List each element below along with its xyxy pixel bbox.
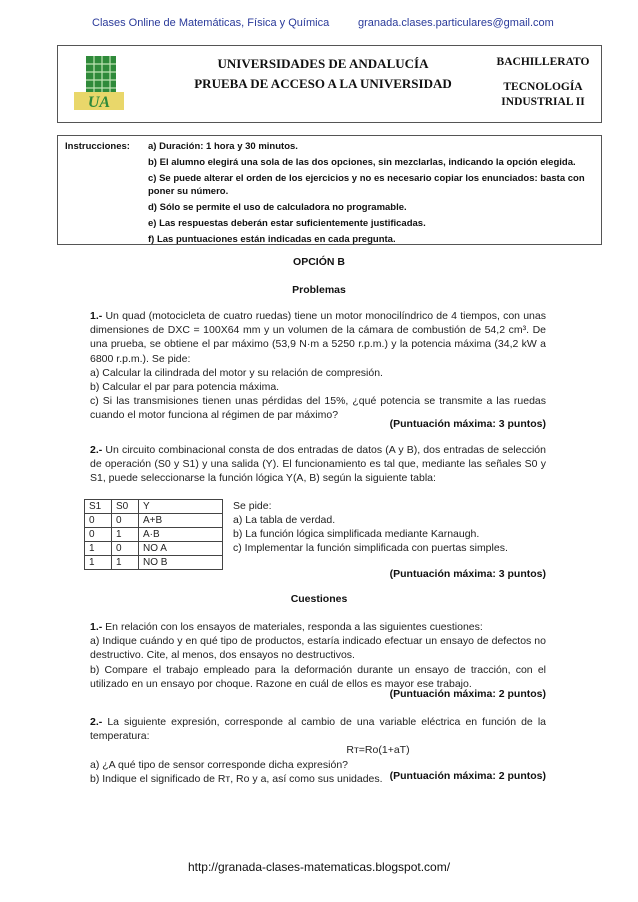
instruction-item: d) Sólo se permite el uso de calculadora no programable. [148, 202, 407, 213]
header-subject-1: TECNOLOGÍA [503, 81, 583, 93]
table-row: S1 S0 Y [85, 500, 223, 514]
problem-1-a: a) Calcular la cilindrada del motor y su relación de compresión. [90, 366, 383, 379]
problem-2-asks [233, 499, 508, 555]
question-1-score: (Puntuación máxima: 2 puntos) [389, 688, 546, 700]
problems-title: Problemas [292, 284, 346, 296]
problem-2-number: 2.- [90, 444, 103, 456]
instruction-item: f) Las puntuaciones están indicadas en cada pregunta. [148, 234, 396, 245]
question-2-formula: Rᴛ=Ro(1+aT) [346, 744, 410, 757]
header-line-2: PRUEBA DE ACCESO A LA UNIVERSIDAD [194, 76, 452, 91]
question-2-b: b) Indique el significado de Rᴛ, Ro y a, así como sus unidades. [90, 772, 383, 785]
table-row: 1 1 NO B [85, 556, 223, 570]
instruction-item: e) Las respuestas deberán estar suficientemente justificadas. [148, 218, 426, 229]
exam-header [57, 45, 602, 123]
site-tagline: Clases Online de Matemáticas, Física y Química [92, 17, 330, 29]
problem-2-score: (Puntuación máxima: 3 puntos) [389, 568, 546, 580]
header-title [158, 54, 488, 94]
problem-1 [90, 309, 546, 423]
question-1-b: b) Compare el trabajo empleado para la deformación durante un ensayo de tracción, con el utilizado en un ensayo por choque. Razone en cuál de ellos es mayor ese trabajo. [90, 663, 546, 690]
question-2-text: La siguiente expresión, corresponde al cambio de una variable eléctrica en función de la temperatura: [90, 716, 546, 743]
problem-1-b: b) Calcular el par para potencia máxima. [90, 381, 280, 394]
question-1-number: 1.- [90, 621, 103, 633]
table-row: 0 1 A·B [85, 528, 223, 542]
selection-table [84, 499, 223, 570]
university-logo-icon [72, 54, 126, 114]
header-line-1: UNIVERSIDADES DE ANDALUCÍA [217, 56, 429, 71]
problem-2 [90, 443, 546, 486]
problem-2-text: Un circuito combinacional consta de dos entradas de datos (A y B), dos entradas de selección de operación (S0 y S1) y una salida (Y). El funcionamiento es tal que, mediante las señales S0 y S1, puede seleccionarse la función lógica Y(A, B) según la siguiente tabla: [90, 444, 546, 485]
header-level: BACHILLERATO [496, 56, 590, 68]
question-1-a: a) Indique cuándo y en qué tipo de productos, estaría indicado efectuar un ensayo de defectos no destructivo. Cite, al menos, dos ensayos no destructivos. [90, 635, 546, 662]
instruction-item: a) Duración: 1 hora y 30 minutos. [148, 141, 298, 152]
svg-text:UA: UA [87, 94, 111, 111]
problem-1-number: 1.- [90, 310, 103, 322]
instructions-list [148, 140, 594, 249]
header-subject [493, 56, 593, 110]
question-1-text: En relación con los ensayos de materiales, responda a las siguientes cuestiones: [102, 621, 483, 633]
table-row: 0 0 A+B [85, 514, 223, 528]
option-title: OPCIÓN B [293, 256, 345, 268]
instructions-box [57, 135, 602, 245]
question-1 [90, 620, 546, 691]
footer-url: http://granada-clases-matematicas.blogspot.com/ [187, 860, 451, 874]
problem-2-asks-label: Se pide: [233, 500, 272, 512]
table-row: 1 0 NO A [85, 542, 223, 556]
problem-1-text: Un quad (motocicleta de cuatro ruedas) tiene un motor monocilíndrico de 4 tiempos, con unas dimensiones de DXC = 100X64 mm y un volumen de la cámara de combustión de 54,2 cm³. De una prueba, se obtiene el par máximo (53,9 N·m a 5250 r.p.m.) y la potencia máxima (34,2 kW a 6800 r.p.m.). Se pide: [90, 310, 546, 365]
question-2-number: 2.- [90, 716, 103, 728]
instruction-item: c) Se puede alterar el orden de los ejercicios y no es necesario copiar los enunciados: basta con poner su número. [148, 173, 585, 197]
problem-2-b: b) La función lógica simplificada mediante Karnaugh. [233, 528, 480, 540]
questions-title: Cuestiones [290, 593, 348, 605]
problem-1-score: (Puntuación máxima: 3 puntos) [389, 418, 546, 430]
problem-1-c: c) Si las transmisiones tienen unas pérdidas del 15%, ¿qué potencia se transmite a las ruedas cuando el motor funciona al régimen de par máximo? [90, 395, 546, 422]
problem-2-c: c) Implementar la función simplificada con puertas simples. [233, 542, 508, 554]
question-2-a: a) ¿A qué tipo de sensor corresponde dicha expresión? [90, 758, 348, 771]
problem-2-a: a) La tabla de verdad. [233, 514, 336, 526]
header-subject-2: INDUSTRIAL II [501, 96, 585, 108]
instruction-item: b) El alumno elegirá una sola de las dos opciones, sin mezclarlas, indicando la opción elegida. [148, 157, 576, 168]
instructions-label: Instrucciones: [65, 141, 130, 152]
question-2-score: (Puntuación máxima: 2 puntos) [389, 770, 546, 782]
contact-email: granada.clases.particulares@gmail.com [358, 17, 554, 29]
